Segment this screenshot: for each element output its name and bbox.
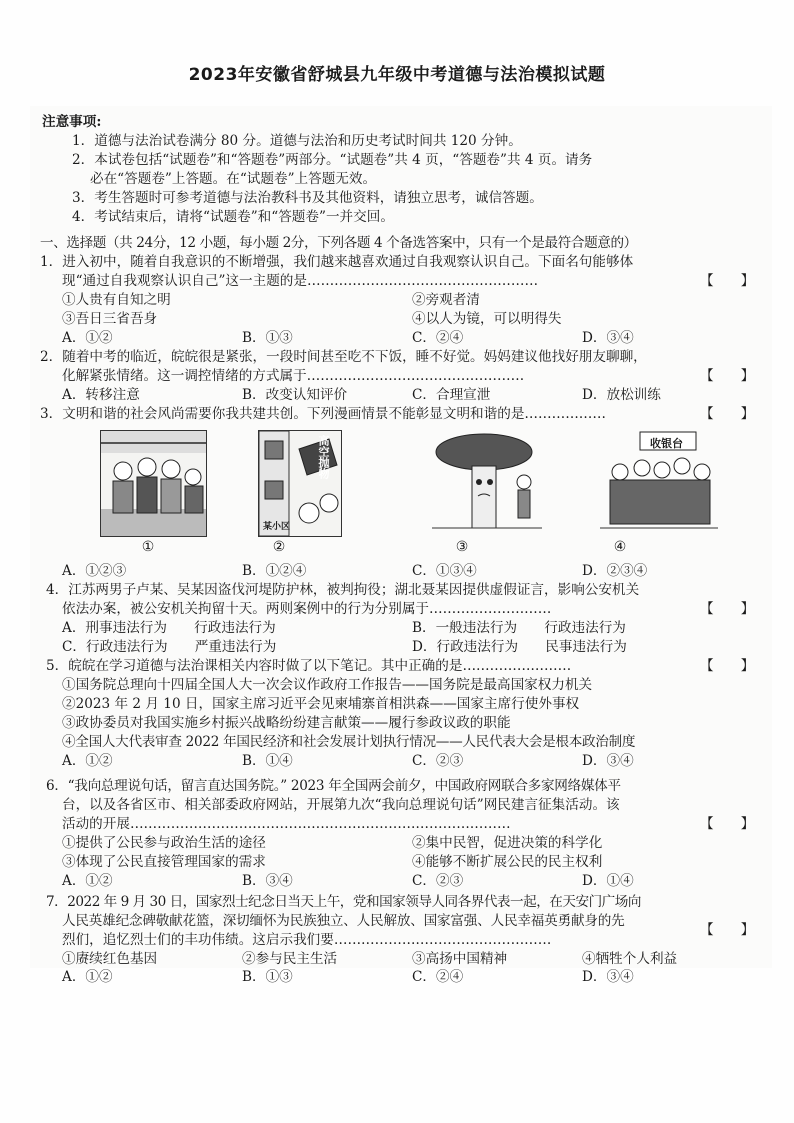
q4-option-c: C．行政违法行为 严重违法行为 bbox=[62, 639, 277, 655]
crying-tree-illustration bbox=[432, 430, 542, 535]
q7-statement: ①赓续红色基因 bbox=[62, 951, 158, 967]
q6-option-a: A．①② bbox=[62, 873, 113, 889]
q6-stem: 活动的开展………………………………………………………………………… bbox=[62, 816, 511, 832]
comic-panel-2 bbox=[258, 430, 342, 537]
notice-item: 必在“答题卷”上答题。在“试题卷”上答题无效。 bbox=[90, 171, 377, 187]
q2-option-a: A．转移注意 bbox=[62, 387, 140, 403]
q4-stem: 4．江苏两男子卢某、吴某因盗伐河堤防护林，被判拘役；湖北聂某因提供虚假证言，影响公安机关 bbox=[46, 582, 640, 598]
q2-stem: 2．随着中考的临近，皖皖很是紧张，一段时间甚至吃不下饭，睡不好觉。妈妈建议他找好朋友聊聊， bbox=[40, 349, 647, 365]
q1-stem: 现“通过自我观察认识自己”这一主题的是…………………………………………… bbox=[62, 273, 539, 289]
q3-stem: 3．文明和谐的社会风尚需要你我共建共创。下列漫画情景不能彰显文明和谐的是……………… bbox=[40, 406, 606, 422]
bus-passengers-illustration bbox=[101, 431, 206, 536]
q3-option-a: A．①②③ bbox=[62, 563, 127, 579]
q7-statement: ②参与民主生活 bbox=[242, 951, 338, 967]
q5-option-c: C．②③ bbox=[412, 753, 464, 769]
q1-option-b: B．①③ bbox=[242, 330, 293, 346]
q4-stem: 依法办案，被公安机关拘留十天。两则案例中的行为分别属于……………………… bbox=[62, 601, 552, 617]
comic-panel-3 bbox=[432, 430, 542, 535]
q5-option-b: B．①④ bbox=[242, 753, 293, 769]
q3-option-b: B．①②④ bbox=[242, 563, 307, 579]
q1-option-a: A．①② bbox=[62, 330, 113, 346]
q6-option-c: C．②③ bbox=[412, 873, 464, 889]
comic-label-3: ③ bbox=[455, 539, 469, 555]
q5-option-a: A．①② bbox=[62, 753, 113, 769]
q5-option-d: D．③④ bbox=[582, 753, 634, 769]
q5-statement: ③政协委员对我国实施乡村振兴战略纷纷建言献策——履行参政议政的职能 bbox=[62, 715, 511, 731]
q2-option-b: B．改变认知评价 bbox=[242, 387, 348, 403]
answer-bracket: 【 】 bbox=[700, 601, 755, 617]
q6-statement: ③体现了公民直接管理国家的需求 bbox=[62, 854, 266, 870]
q7-stem: 7．2022 年 9 月 30 日，国家烈士纪念日当天上午，党和国家领导人同各界代表一起，在天安门广场向 bbox=[46, 894, 641, 910]
page-title: 2023年安徽省舒城县九年级中考道德与法治模拟试题 bbox=[188, 65, 606, 85]
q6-stem: 台，以及各省区市、相关部委政府网站，开展第九次“我向总理说句话”网民建言征集活动。该 bbox=[62, 797, 620, 813]
q1-option-d: D．③④ bbox=[582, 330, 634, 346]
q6-option-d: D．①④ bbox=[582, 873, 634, 889]
q1-stem: 1．进入初中，随着自我意识的不断增强，我们越来越喜欢通过自我观察认识自己。下面名句能够体 bbox=[40, 254, 634, 270]
q3-option-d: D．②③④ bbox=[582, 563, 648, 579]
q6-statement: ①提供了公民参与政治生活的途径 bbox=[62, 835, 266, 851]
q5-stem: 5．皖皖在学习道德与法治课相关内容时做了以下笔记。其中正确的是…………………… bbox=[46, 658, 572, 674]
q7-statement: ④牺牲个人利益 bbox=[582, 951, 678, 967]
comic-label-4: ④ bbox=[613, 539, 627, 555]
q7-option-b: B．①③ bbox=[242, 969, 293, 985]
q2-option-d: D．放松训练 bbox=[582, 387, 661, 403]
answer-bracket: 【 】 bbox=[700, 658, 755, 674]
answer-bracket: 【 】 bbox=[700, 922, 755, 938]
q1-statement: ②旁观者清 bbox=[412, 292, 480, 308]
comic-label-1: ① bbox=[141, 539, 155, 555]
q7-statement: ③高扬中国精神 bbox=[412, 951, 508, 967]
q1-option-c: C．②④ bbox=[412, 330, 464, 346]
answer-bracket: 【 】 bbox=[700, 406, 755, 422]
q1-statement: ③吾日三省吾身 bbox=[62, 311, 158, 327]
comic-panel-1 bbox=[100, 430, 207, 537]
q7-stem: 人民英雄纪念碑敬献花篮，深切缅怀为民族独立、人民解放、国家富强、人民幸福英勇献身的先 bbox=[62, 913, 625, 929]
q5-statement: ①国务院总理向十四届全国人大一次会议作政府工作报告——国务院是最高国家权力机关 bbox=[62, 677, 593, 693]
q2-option-c: C．合理宣泄 bbox=[412, 387, 491, 403]
q6-statement: ④能够不断扩展公民的民主权利 bbox=[412, 854, 603, 870]
answer-bracket: 【 】 bbox=[700, 816, 755, 832]
q4-option-b: B．一般违法行为 行政违法行为 bbox=[412, 620, 626, 636]
q7-stem: 烈们，追忆烈士们的丰功伟绩。这启示我们要………………………………………… bbox=[62, 932, 552, 948]
answer-bracket: 【 】 bbox=[700, 273, 755, 289]
sign-text: 某小区 bbox=[263, 522, 291, 532]
notice-item: 1．道德与法治试卷满分 80 分。道德与法治和历史考试时间共 120 分钟。 bbox=[72, 133, 522, 149]
q7-option-d: D．③④ bbox=[582, 969, 634, 985]
q6-stem: 6．“我向总理说句话，留言直达国务院。” 2023 年全国两会前夕，中国政府网联合多家网络媒体平 bbox=[46, 778, 621, 794]
q1-statement: ④以人为镜，可以明得失 bbox=[412, 311, 562, 327]
q3-option-c: C．①③④ bbox=[412, 563, 477, 579]
q5-statement: ④全国人大代表审查 2022 年国民经济和社会发展计划执行情况——人民代表大会是根本政治制度 bbox=[62, 734, 636, 750]
comic-label-2: ② bbox=[272, 539, 286, 555]
comic-panel-4 bbox=[600, 430, 718, 535]
notice-item: 4．考试结束后，请将“试题卷”和“答题卷”一并交回。 bbox=[72, 209, 394, 225]
q7-option-c: C．②④ bbox=[412, 969, 464, 985]
sign-text: 收银台 bbox=[650, 437, 683, 450]
q5-statement: ②2023 年 2 月 10 日，国家主席习近平会见柬埔寨首相洪森——国家主席行使外事权 bbox=[62, 696, 580, 712]
q2-stem: 化解紧张情绪。这一调控情绪的方式属于………………………………………… bbox=[62, 368, 525, 384]
notice-item: 3．考生答题时可参考道德与法治教科书及其他资料，请独立思考，诚信答题。 bbox=[72, 190, 543, 206]
q4-option-d: D．行政违法行为 民事违法行为 bbox=[412, 639, 627, 655]
notice-heading: 注意事项: bbox=[42, 114, 102, 130]
q6-statement: ②集中民智，促进决策的科学化 bbox=[412, 835, 603, 851]
notice-item: 2．本试卷包括“试题卷”和“答题卷”两部分。“试题卷”共 4 页，“答题卷”共 4 页。请务 bbox=[72, 152, 593, 168]
q7-option-a: A．①② bbox=[62, 969, 113, 985]
sign-text: 高空抛物 bbox=[317, 435, 330, 479]
q4-option-a: A．刑事违法行为 行政违法行为 bbox=[62, 620, 276, 636]
q6-option-b: B．③④ bbox=[242, 873, 293, 889]
q1-statement: ①人贵有自知之明 bbox=[62, 292, 171, 308]
answer-bracket: 【 】 bbox=[700, 368, 755, 384]
section-heading: 一、选择题（共 24分，12 小题，每小题 2分，下列各题 4 个备选答案中，只有一个是最符合题意的） bbox=[40, 235, 637, 251]
